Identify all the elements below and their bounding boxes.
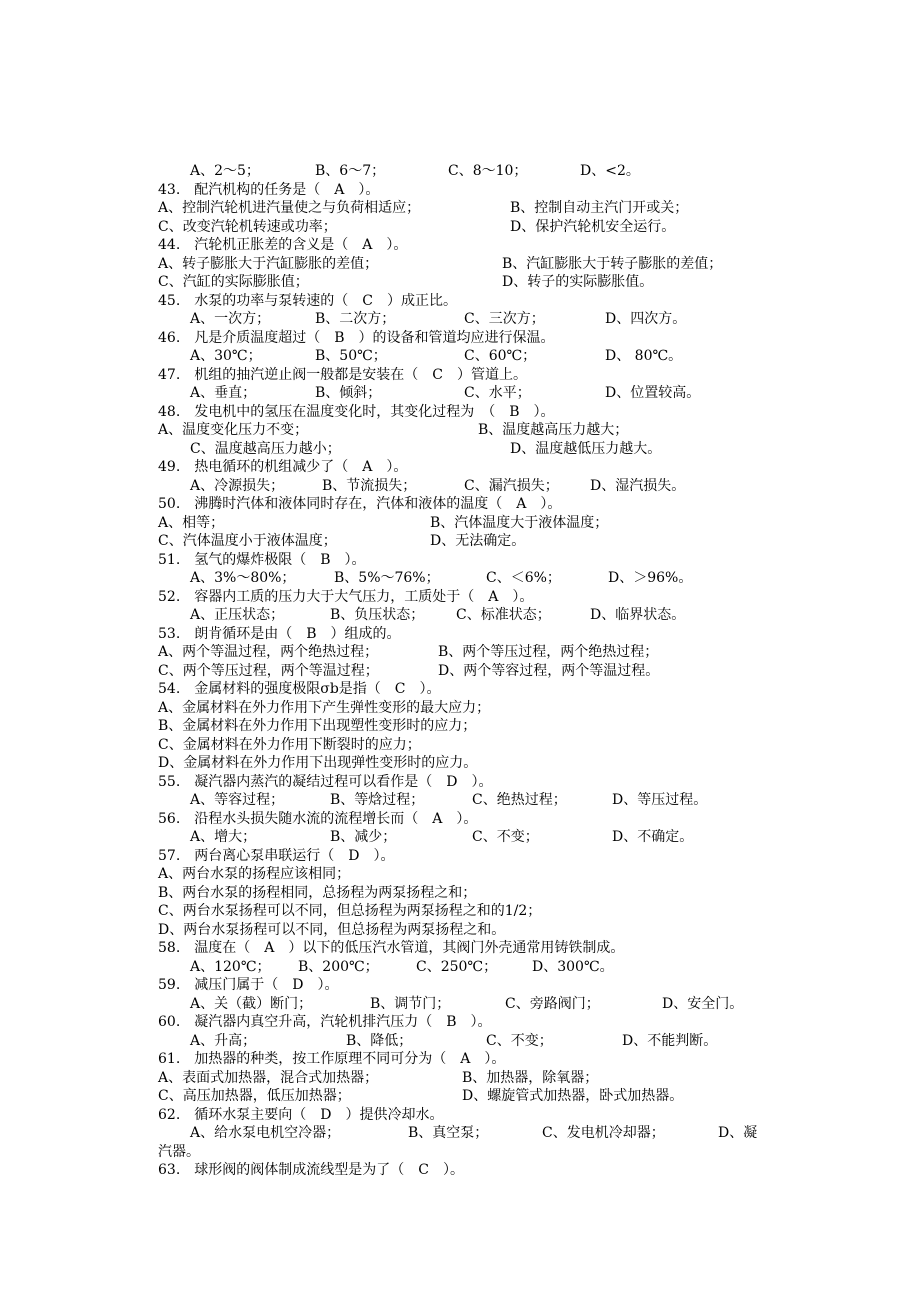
text-line xyxy=(0,902,920,921)
text-line xyxy=(0,1032,920,1051)
text-line xyxy=(0,1087,920,1106)
option-text: A、3%～80%； xyxy=(190,570,296,586)
option-text: B、5%～76%； xyxy=(334,570,440,586)
option-text: B、等焓过程； xyxy=(330,792,425,808)
option-text: C、发电机冷却器； xyxy=(542,1125,665,1141)
line-text: 52. 容器内工质的压力大于大气压力，工质处于（ A ）。 xyxy=(158,588,534,605)
text-line xyxy=(0,754,920,773)
option-text: B、降低； xyxy=(346,1032,413,1049)
text-line xyxy=(0,773,920,792)
option-text: A、转子膨胀大于汽缸膨胀的差值； xyxy=(158,255,379,272)
option-text: A、正压状态； xyxy=(190,607,285,623)
text-line xyxy=(0,643,920,662)
text-line xyxy=(0,921,920,940)
option-text: C、水平； xyxy=(464,385,531,401)
text-line xyxy=(0,1161,920,1180)
option-text: D、转子的实际膨胀值。 xyxy=(502,274,654,290)
line-text: B、金属材料在外力作用下出现塑性变形时的应力； xyxy=(158,718,477,734)
line-text: 55. 凝汽器内蒸汽的凝结过程可以看作是（ D ）。 xyxy=(158,773,493,790)
text-line xyxy=(0,384,920,403)
text-line xyxy=(0,976,920,995)
option-text: A、垂直； xyxy=(190,385,257,401)
option-text: B、汽缸膨胀大于转子膨胀的差值； xyxy=(502,255,723,272)
option-text: A、冷源损失； xyxy=(190,477,285,494)
text-line xyxy=(0,347,920,366)
text-line xyxy=(0,1143,920,1162)
option-text: C、温度越高压力越小； xyxy=(190,440,341,457)
option-text: D、位置较高。 xyxy=(605,385,701,401)
option-text: A、等容过程； xyxy=(190,792,285,808)
option-text: C、漏汽损失； xyxy=(464,477,559,494)
option-text: A、给水泵电机空冷器； xyxy=(190,1125,341,1141)
option-text: A、增大； xyxy=(190,829,257,845)
text-line xyxy=(0,699,920,718)
line-text: 50. 沸腾时汽体和液体同时存在，汽体和液体的温度（ A ）。 xyxy=(158,496,562,512)
line-text: 45. 水泵的功率与泵转速的（ C ）成正比。 xyxy=(158,292,457,309)
line-text: D、两台水泵扬程可以不同，但总扬程为两泵扬程之和。 xyxy=(158,921,506,938)
text-line xyxy=(0,1050,920,1069)
text-line xyxy=(0,847,920,866)
text-line xyxy=(0,1106,920,1125)
line-text: 62. 循环水泵主要向（ D ）提供冷却水。 xyxy=(158,1106,444,1123)
option-text: D、临界状态。 xyxy=(590,607,686,623)
option-text: A、相等； xyxy=(158,514,225,531)
option-text: A、30℃； xyxy=(190,348,262,364)
text-line xyxy=(0,458,920,477)
text-line xyxy=(0,218,920,237)
text-line xyxy=(0,310,920,329)
option-text: C、8～10； xyxy=(448,163,528,179)
line-text: 汽器。 xyxy=(158,1143,200,1160)
option-text: A、一次方； xyxy=(190,311,271,327)
option-text: C、＜6%； xyxy=(486,570,561,586)
text-line xyxy=(0,828,920,847)
line-text: 63. 球形阀的阀体制成流线型是为了（ C ）。 xyxy=(158,1162,464,1178)
text-line xyxy=(0,255,920,274)
option-text: C、三次方； xyxy=(464,311,545,327)
line-text: A、金属材料在外力作用下产生弹性变形的最大应力； xyxy=(158,699,491,716)
text-line xyxy=(0,181,920,200)
text-line xyxy=(0,939,920,958)
text-line xyxy=(0,495,920,514)
text-line xyxy=(0,680,920,699)
line-text: 57. 两台离心泵串联运行（ D ）。 xyxy=(158,847,395,864)
option-text: C、高压加热器，低压加热器； xyxy=(158,1088,351,1104)
text-line xyxy=(0,717,920,736)
text-line xyxy=(0,236,920,255)
option-text: D、不能判断。 xyxy=(622,1032,718,1049)
text-line xyxy=(0,551,920,570)
line-text: B、两台水泵的扬程相同，总扬程为两泵扬程之和； xyxy=(158,884,477,901)
text-line xyxy=(0,366,920,385)
option-text: B、200℃； xyxy=(298,958,379,975)
option-text: B、负压状态； xyxy=(330,607,425,623)
option-text: D、四次方。 xyxy=(605,311,687,327)
option-text: A、关（截）断门； xyxy=(190,995,313,1012)
text-line xyxy=(0,995,920,1014)
option-text: C、绝热过程； xyxy=(472,792,567,808)
option-text: A、表面式加热器，混合式加热器； xyxy=(158,1069,379,1086)
option-text: B、50℃； xyxy=(315,348,387,364)
text-line xyxy=(0,1124,920,1143)
text-line xyxy=(0,810,920,829)
option-text: C、旁路阀门； xyxy=(505,995,600,1012)
option-text: C、250℃； xyxy=(416,958,498,975)
option-text: D、螺旋管式加热器，卧式加热器。 xyxy=(462,1088,684,1104)
option-text: D、安全门。 xyxy=(662,995,744,1012)
text-line xyxy=(0,1069,920,1088)
option-text: D、不确定。 xyxy=(612,829,694,845)
option-text: D、温度越低压力越大。 xyxy=(510,440,662,457)
line-text: D、金属材料在外力作用下出现弹性变形时的应力。 xyxy=(158,755,478,771)
option-text: A、120℃； xyxy=(190,958,271,975)
line-text: C、两台水泵扬程可以不同，但总扬程为两泵扬程之和的1/2； xyxy=(158,903,542,919)
option-text: A、升高； xyxy=(190,1032,257,1049)
line-text: A、两台水泵的扬程应该相同； xyxy=(158,866,351,882)
option-text: A、2～5； xyxy=(190,163,260,179)
text-line xyxy=(0,477,920,496)
line-text: 59. 减压门属于（ D ）。 xyxy=(158,977,339,993)
option-text: B、节流损失； xyxy=(322,477,417,494)
line-text: 46. 凡是介质温度超过（ B ）的设备和管道均应进行保温。 xyxy=(158,329,555,346)
line-text: C、金属材料在外力作用下断裂时的应力； xyxy=(158,736,421,753)
line-text: 48. 发电机中的氢压在温度变化时，其变化过程为 （ B ）。 xyxy=(158,403,555,420)
option-text: D、凝 xyxy=(718,1125,758,1141)
option-text: B、调节门； xyxy=(370,995,451,1012)
text-line xyxy=(0,199,920,218)
option-text: A、温度变化压力不变； xyxy=(158,422,309,438)
option-text: A、控制汽轮机进汽量使之与负荷相适应； xyxy=(158,200,421,216)
text-line xyxy=(0,588,920,607)
text-line xyxy=(0,958,920,977)
line-text: 51. 氢气的爆炸极限（ B ）。 xyxy=(158,551,366,568)
option-text: C、改变汽轮机转速或功率； xyxy=(158,218,337,235)
option-text: D、保护汽轮机安全运行。 xyxy=(510,218,676,235)
text-line xyxy=(0,403,920,422)
line-text: 53. 朗肯循环是由（ B ）组成的。 xyxy=(158,625,401,642)
option-text: C、两个等压过程，两个等温过程； xyxy=(158,662,379,679)
text-line xyxy=(0,736,920,755)
option-text: C、汽体温度小于液体温度； xyxy=(158,533,337,549)
text-line xyxy=(0,421,920,440)
text-line xyxy=(0,884,920,903)
text-line xyxy=(0,1013,920,1032)
option-text: D、<2。 xyxy=(580,163,640,179)
option-text: B、控制自动主汽门开或关； xyxy=(510,200,689,216)
text-line xyxy=(0,569,920,588)
option-text: B、6～7； xyxy=(315,163,386,179)
option-text: B、减少； xyxy=(330,829,397,845)
option-text: B、真空泵； xyxy=(408,1125,489,1141)
line-text: 49. 热电循环的机组减少了（ A ）。 xyxy=(158,459,408,475)
option-text: C、标准状态； xyxy=(456,607,551,623)
text-line xyxy=(0,440,920,459)
option-text: C、汽缸的实际膨胀值； xyxy=(158,274,309,290)
line-text: 54. 金属材料的强度极限σb是指（ C ）。 xyxy=(158,681,441,697)
text-line xyxy=(0,292,920,311)
text-line xyxy=(0,514,920,533)
option-text: B、二次方； xyxy=(315,311,396,327)
option-text: B、倾斜； xyxy=(315,385,382,401)
option-text: B、两个等压过程，两个绝热过程； xyxy=(438,644,659,660)
text-line xyxy=(0,662,920,681)
line-text: 43. 配汽机构的任务是（ A ）。 xyxy=(158,181,380,198)
text-line xyxy=(0,329,920,348)
text-line xyxy=(0,625,920,644)
option-text: C、不变； xyxy=(472,829,539,845)
text-line xyxy=(0,273,920,292)
option-text: D、300℃。 xyxy=(532,958,614,975)
text-line xyxy=(0,606,920,625)
line-text: 61. 加热器的种类，按工作原理不同可分为（ A ）。 xyxy=(158,1051,506,1067)
text-line xyxy=(0,162,920,181)
line-text: 56. 沿程水头损失随水流的流程增长而（ A ）。 xyxy=(158,810,478,827)
option-text: D、等压过程。 xyxy=(612,792,708,808)
option-text: D、两个等容过程，两个等温过程。 xyxy=(438,662,660,679)
option-text: C、60℃； xyxy=(464,348,537,364)
line-text: 44. 汽轮机正胀差的含义是（ A ）。 xyxy=(158,237,408,253)
option-text: B、汽体温度大于液体温度； xyxy=(430,514,609,531)
option-text: D、湿汽损失。 xyxy=(590,477,686,494)
line-text: 60. 凝汽器内真空升高，汽轮机排汽压力（ B ）。 xyxy=(158,1014,492,1030)
text-line xyxy=(0,865,920,884)
option-text: B、温度越高压力越大； xyxy=(478,422,629,438)
option-text: D、＞96%。 xyxy=(608,570,693,586)
option-text: D、无法确定。 xyxy=(430,533,526,549)
option-text: D、 80℃。 xyxy=(605,348,683,364)
line-text: 47. 机组的抽汽逆止阀一般都是安装在（ C ）管道上。 xyxy=(158,366,527,383)
text-line xyxy=(0,532,920,551)
option-text: B、加热器，除氧器； xyxy=(462,1069,599,1086)
text-line xyxy=(0,791,920,810)
option-text: C、不变； xyxy=(486,1032,553,1049)
option-text: A、两个等温过程，两个绝热过程； xyxy=(158,644,379,660)
line-text: 58. 温度在（ A ）以下的低压汽水管道，其阀门外壳通常用铸铁制成。 xyxy=(158,940,625,956)
